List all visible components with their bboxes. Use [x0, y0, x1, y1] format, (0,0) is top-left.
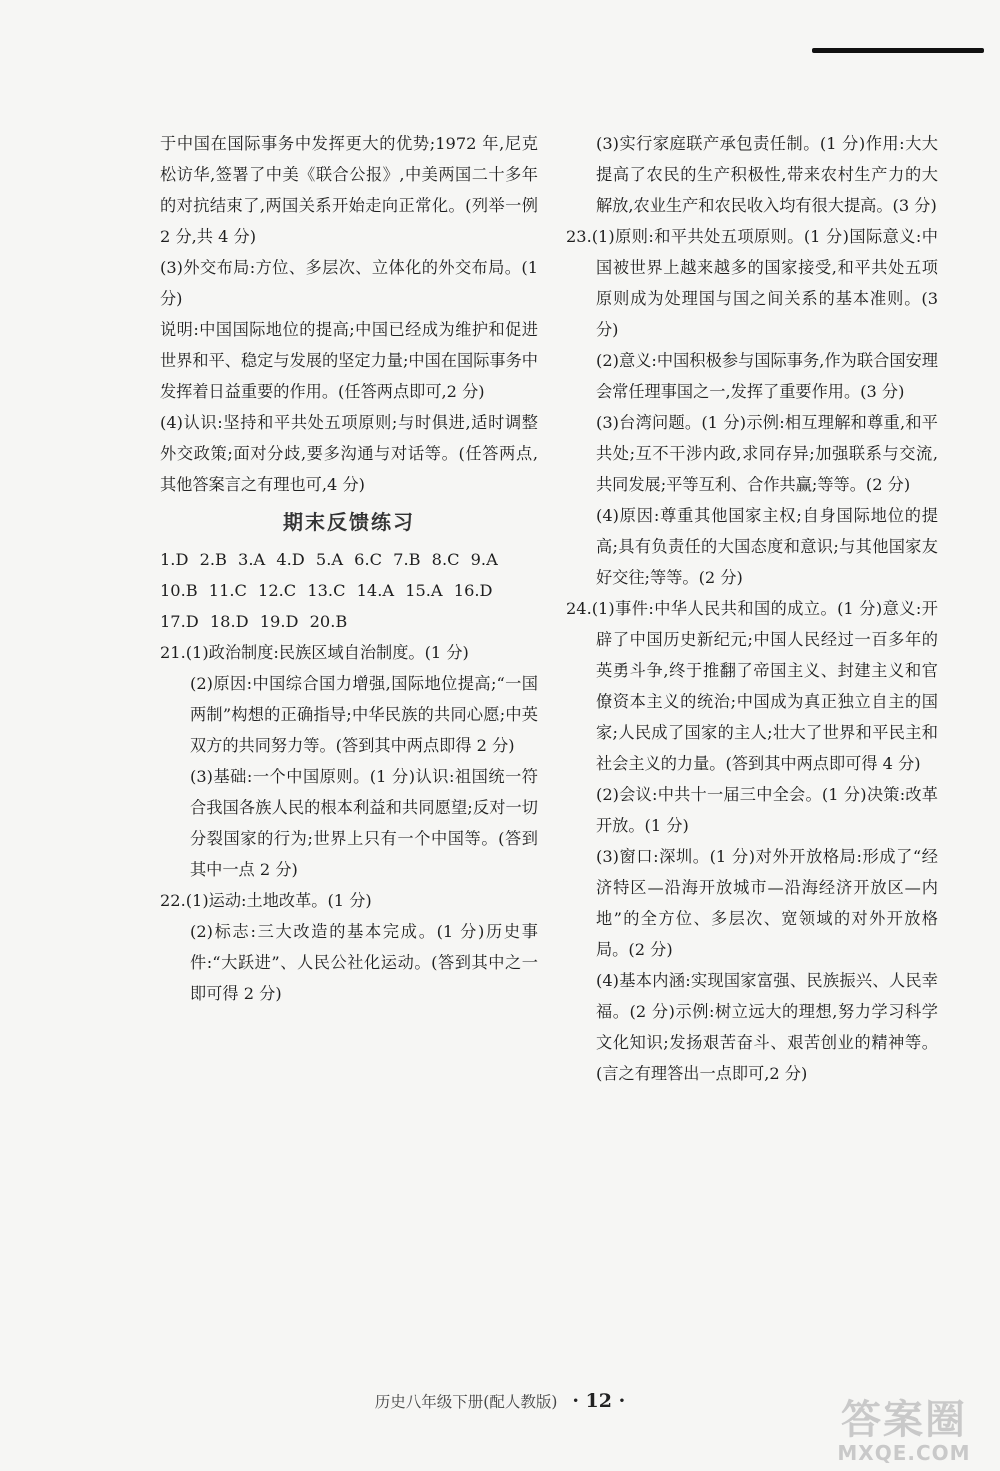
- answer-paragraph: (4)基本内涵:实现国家富强、民族振兴、人民幸福。(2 分)示例:树立远大的理想,努力学习科学文化知识;发扬艰苦奋斗、艰苦创业的精神等。(言之有理答出一点即可,2 分): [596, 971, 938, 1083]
- answer-paragraph: 23.(1)原则:和平共处五项原则。(1 分)国际意义:中国被世界上越来越多的国家接受,和平共处五项原则成为处理国与国之间关系的基本准则。(3 分): [566, 227, 938, 339]
- left-column: [160, 128, 538, 1009]
- answer-paragraph: 21.(1)政治制度:民族区域自治制度。(1 分): [160, 643, 469, 662]
- choice-answer-line: 1.D 2.B 3.A 4.D 5.A 6.C 7.B 8.C 9.A: [160, 550, 498, 569]
- answer-paragraph: 于中国在国际事务中发挥更大的优势;1972 年,尼克松访华,签署了中美《联合公报》,中美两国二十多年的对抗结束了,两国关系开始走向正常化。(列举一例 2 分,共 4 分): [160, 134, 538, 246]
- right-column: [566, 128, 938, 1089]
- book-title: 历史八年级下册(配人教版): [374, 1393, 558, 1411]
- watermark-url: MXQE.COM: [837, 1441, 971, 1465]
- right-question-answers: [566, 128, 938, 1089]
- header-rule: [812, 48, 984, 53]
- page-number: · 12 ·: [572, 1390, 626, 1412]
- watermark-logo-text: 答案圈: [841, 1397, 967, 1443]
- answer-paragraph: (3)基础:一个中国原则。(1 分)认识:祖国统一符合我国各族人民的根本利益和共同愿望;反对一切分裂国家的行为;世界上只有一个中国等。(答到其中一点 2 分): [190, 767, 538, 879]
- section-title: 期末反馈练习: [283, 510, 415, 534]
- choice-answer-line: 10.B 11.C 12.C 13.C 14.A 15.A 16.D: [160, 581, 493, 600]
- answer-paragraph: (4)认识:坚持和平共处五项原则;与时俱进,适时调整外交政策;面对分歧,要多沟通与对话等。(任答两点,其他答案言之有理也可,4 分): [160, 413, 538, 494]
- site-watermark: [824, 1398, 984, 1464]
- answer-paragraph: 说明:中国国际地位的提高;中国已经成为维护和促进世界和平、稳定与发展的坚定力量;中国在国际事务中发挥着日益重要的作用。(任答两点即可,2 分): [160, 320, 538, 401]
- answer-paragraph: (3)外交布局:方位、多层次、立体化的外交布局。(1 分): [160, 258, 538, 308]
- answer-paragraph: (2)会议:中共十一届三中全会。(1 分)决策:改革开放。(1 分): [596, 785, 938, 835]
- left-question-answers: [160, 637, 538, 1009]
- answer-paragraph: (2)原因:中国综合国力增强,国际地位提高;“一国两制”构想的正确指导;中华民族的共同心愿;中英双方的共同努力等。(答到其中两点即得 2 分): [190, 674, 538, 755]
- choice-answer-line: 17.D 18.D 19.D 20.B: [160, 612, 348, 631]
- answer-paragraph: 24.(1)事件:中华人民共和国的成立。(1 分)意义:开辟了中国历史新纪元;中国人民经过一百多年的英勇斗争,终于推翻了帝国主义、封建主义和官僚资本主义的统治;中国成为真正独立自主的国家;人民成了国家的主人;壮大了世界和平民主和社会主义的力量。(答到其中两点即可得 4 分): [566, 599, 938, 773]
- answer-paragraph: (4)原因:尊重其他国家主权;自身国际地位的提高;具有负责任的大国态度和意识;与其他国家友好交往;等等。(2 分): [596, 506, 938, 587]
- left-answers-continued: [160, 128, 538, 500]
- answer-paragraph: 22.(1)运动:土地改革。(1 分): [160, 891, 372, 910]
- answer-paragraph: (3)台湾问题。(1 分)示例:相互理解和尊重,和平共处;互不干涉内政,求同存异;加强联系与交流,共同发展;平等互利、合作共赢;等等。(2 分): [596, 413, 938, 494]
- answer-paragraph: (2)意义:中国积极参与国际事务,作为联合国安理会常任理事国之一,发挥了重要作用。(3 分): [596, 351, 938, 401]
- choice-answers: [160, 544, 538, 637]
- answer-paragraph: (2)标志:三大改造的基本完成。(1 分)历史事件:“大跃进”、人民公社化运动。(答到其中之一即可得 2 分): [190, 922, 538, 1003]
- answer-paragraph: (3)窗口:深圳。(1 分)对外开放格局:形成了“经济特区—沿海开放城市—沿海经济开放区—内地”的全方位、多层次、宽领域的对外开放格局。(2 分): [596, 847, 938, 959]
- answer-paragraph: (3)实行家庭联产承包责任制。(1 分)作用:大大提高了农民的生产积极性,带来农村生产力的大解放,农业生产和农民收入均有很大提高。(3 分): [596, 134, 938, 215]
